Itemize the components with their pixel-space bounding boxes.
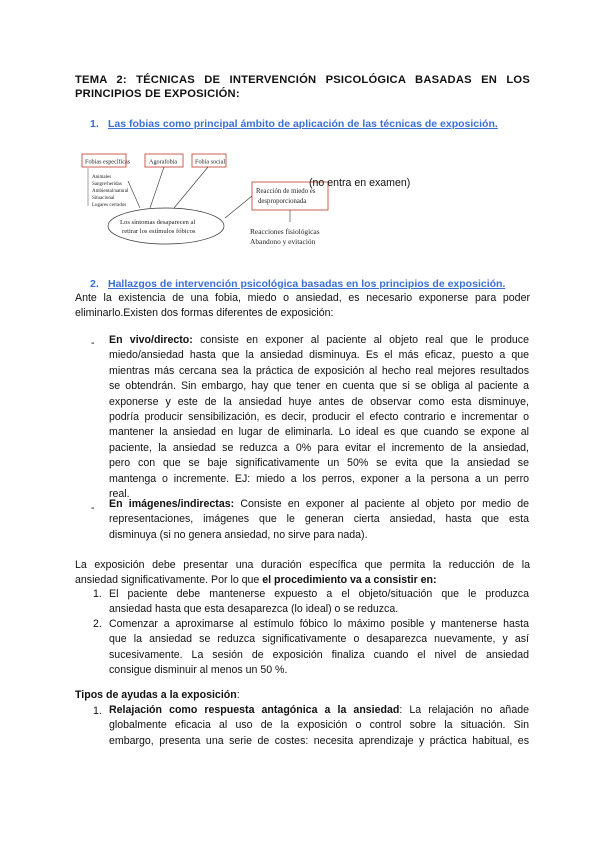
step-line: sucesivamente. La sesión de exposición finaliza cuando el nivel de ansiedad bbox=[109, 648, 529, 661]
exposicion-line: La exposición debe presentar una duración específica que permita la reducción de la bbox=[75, 559, 530, 571]
box-fobia-social-label: Fobia social bbox=[195, 158, 226, 166]
list-item: Ambiental/natural bbox=[92, 189, 129, 194]
vivo-line: mientras más cercana sea la práctica de exposición al hecho real mejores resultados bbox=[109, 364, 529, 377]
exposicion-line-2: ansiedad significativamente. Por lo que el procedimiento va a consistir en: bbox=[75, 574, 437, 587]
imagenes-line: disminuya (si no genera ansiedad, no sirve para nada). bbox=[109, 528, 368, 541]
relajacion-line-0: Relajación como respuesta antagónica a la ansiedad: La relajación no añade bbox=[109, 704, 529, 716]
tipos-label: Tipos de ayudas a la exposición bbox=[75, 689, 237, 701]
vivo-label: En vivo/directo: bbox=[109, 334, 193, 346]
exposicion-paragraph bbox=[75, 558, 530, 589]
vivo-paragraph bbox=[109, 333, 529, 502]
step-number: 2. bbox=[93, 618, 102, 630]
section-2-heading bbox=[90, 278, 505, 290]
box-fobias-especificas-label: Fobias específicas bbox=[85, 158, 131, 166]
no-exam-note: (no entra en examen) bbox=[309, 177, 411, 189]
arrow-agorafobia bbox=[150, 167, 164, 208]
list-item: Animales bbox=[92, 175, 112, 180]
vivo-line: mantenga o incremente. EJ: miedo a los perros, exponer a la persona a un perro bbox=[109, 472, 529, 485]
reactions-line-2: Abandono y evitación bbox=[250, 237, 316, 246]
bullet-dash: - bbox=[91, 502, 95, 514]
list-item: Lugares cerrados bbox=[92, 203, 127, 208]
step-line: Comenzar a aproximarse al estímulo fóbico lo máximo posible y mantenerse hasta bbox=[109, 618, 529, 630]
section-1-heading bbox=[90, 118, 498, 130]
arrow-fobias-especificas bbox=[128, 181, 140, 208]
vivo-line: podría producir sensibilización, es decir, producir el efecto contrario e incrementar o bbox=[109, 411, 529, 424]
reactions-line-1: Reacciones fisiológicas bbox=[250, 227, 320, 236]
relajacion-number: 1. bbox=[93, 705, 102, 717]
procedimiento-emphasis: el procedimiento va a consistir en: bbox=[262, 574, 437, 587]
vivo-line: miedo/ansiedad hasta que la ansiedad disminuya. Es el más eficaz, puesto a que bbox=[109, 349, 529, 362]
phobia-diagram bbox=[70, 146, 530, 266]
step-line: consigue disminuir al menos un 50 %. bbox=[109, 664, 288, 677]
box-agorafobia-label: Agorafobia bbox=[149, 158, 178, 166]
relajacion-label: Relajación como respuesta antagónica a la ansiedad bbox=[109, 704, 400, 716]
section-1-text: Las fobias como principal ámbito de aplicación de las técnicas de exposición. bbox=[108, 118, 498, 130]
section-2-number: 2. bbox=[90, 278, 99, 290]
step-line: El paciente debe mantenerse expuesto a el objeto/situación que le produzca bbox=[109, 588, 529, 600]
list-item: Sangre/heridas bbox=[92, 182, 122, 187]
section-1-number: 1. bbox=[90, 118, 99, 130]
step-line: que la ansiedad se reduzca significativamente o desaparezca nuevamente, y así bbox=[109, 633, 529, 646]
intro-line: Ante la existencia de una fobia, miedo o ansiedad, es necesario exponerse para poder bbox=[75, 292, 530, 304]
page-title: TEMA 2: TÉCNICAS DE INTERVENCIÓN PSICOLÓGICA BASADAS EN LOS PRINCIPIOS DE EXPOSICIÓN: bbox=[75, 74, 530, 100]
tipos-heading: Tipos de ayudas a la exposición: bbox=[75, 689, 240, 701]
step-line: ansiedad hasta que esta desaparezca (lo ideal) o se reduzca. bbox=[109, 603, 399, 616]
imagenes-line-0: En imágenes/indirectas: Consiste en exponer al paciente al objeto por medio de bbox=[109, 498, 529, 510]
vivo-line: exponerse y este de la ansiedad huye antes de observar como esta disminuye, bbox=[109, 395, 529, 408]
imagenes-label: En imágenes/indirectas: bbox=[109, 498, 235, 510]
relajacion-paragraph bbox=[109, 703, 529, 749]
vivo-line: se obtendrán. Sin embargo, hay que tener en cuenta que si se obliga al paciente a bbox=[109, 380, 529, 393]
vivo-line-0: En vivo/directo: consiste en exponer al paciente al objeto real que le produce bbox=[109, 334, 529, 346]
box-reaccion-line-2: desproporcionada bbox=[258, 198, 307, 205]
intro-line: eliminarlo.Existen dos formas diferentes de exposición: bbox=[75, 307, 334, 320]
imagenes-line: representaciones, imágenes que le generan cierta ansiedad, hasta que esta bbox=[109, 513, 529, 526]
vivo-line: pero con que se baje significativamente un 50% se evita que la ansiedad se bbox=[109, 457, 529, 470]
box-reaccion-line-1: Reacción de miedo es bbox=[256, 188, 316, 195]
vivo-line: mantener la ansiedad en lugar de eliminarla. Lo ideal es que cuando se expone al bbox=[109, 426, 529, 439]
step-2 bbox=[109, 617, 529, 679]
ellipse-text-2: retirar los estímulos fóbicos bbox=[122, 228, 196, 235]
ellipse-sintomas bbox=[108, 208, 224, 244]
relajacion-line: globalmente eficacia al uso de la exposición o control sobre la situación. Sin bbox=[109, 719, 529, 732]
list-item: Situacional bbox=[92, 196, 115, 201]
bullet-dash: - bbox=[91, 337, 95, 349]
step-number: 1. bbox=[93, 588, 102, 600]
step-1 bbox=[109, 587, 529, 618]
relajacion-line: embargo, presenta una serie de costes: necesita aprendizaje y práctica habitual, es bbox=[109, 734, 529, 747]
arrow-fobia-social bbox=[174, 167, 208, 208]
vivo-line: real. bbox=[109, 488, 130, 501]
section-2-text: Hallazgos de intervención psicológica basadas en los principios de exposición. bbox=[108, 278, 506, 290]
imagenes-paragraph bbox=[109, 497, 529, 543]
vivo-line: paciente, la ansiedad se reduzca a 0% para evitar el incremento de la ansiedad, bbox=[109, 441, 529, 454]
arrow-reaccion bbox=[225, 196, 252, 218]
ellipse-text-1: Los síntomas desaparecen al bbox=[120, 219, 196, 226]
intro-paragraph bbox=[75, 291, 530, 322]
